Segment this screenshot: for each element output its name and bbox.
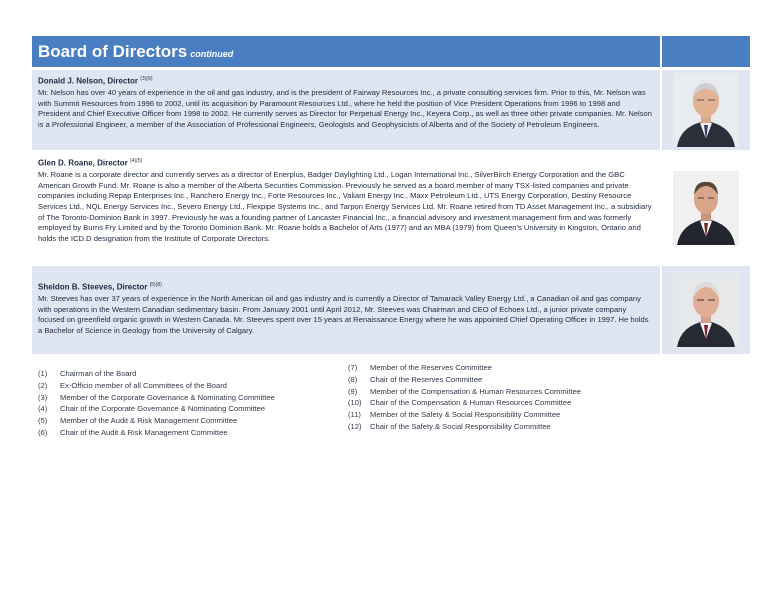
director-bio-cell	[32, 152, 662, 264]
footnote-item: (5) Member of the Audit & Risk Management Committee	[38, 416, 238, 426]
section-header	[32, 36, 750, 68]
director-name: Glen D. Roane, Director $^{(4)(5)}$	[38, 158, 143, 168]
director-bio: Mr. Steeves has over 37 years of experience in the North American oil and gas industry and is currently a Director of Tamarack Valley Energy Ltd., a Canadian oil and gas company with operations in the Western Canadian sedimentary basin. From January 2001 until April 2012, Mr. Steeves was Chairman and CEO of Echoex Ltd., a junior private company focused on greenfield organic growth in Western Canada. Mr. Steeves spent over 15 years at Renaissance Energy where he was appointed Chief Operating Officer in 1997. He holds a Bachelor of Science in Geology from the University of Calgary.	[38, 294, 649, 336]
footnote-item: (2) Ex-Officio member of all Committees of the Board	[38, 380, 227, 390]
page-title	[32, 36, 662, 67]
header-photo-column	[662, 36, 750, 67]
footnote-item: (1) Chairman of the Board	[38, 369, 137, 378]
director-bio: Mr. Roane is a corporate director and currently serves as a director of Enerplus, Badger Daylighting Ltd., Logan International Inc., SilverBirch Energy Corporation and the GBC American Growth Fund. Mr. Roane is also a member of the Alberta Securities Commission. Previously he served as a board member of many TSX-listed companies and private companies including Repap Enterprises Inc., Ranchero Energy Inc., Forte Resources Inc., Valiant Energy Inc., Maxx Petroleum Ltd., UTS Energy Corporation, Destiny Resource Services Ltd., NQL Energy Services Inc., Severo Energy Ltd., Flexpipe Systems Inc., and Tarpon Energy Services Ltd. Mr. Roane retired from TD Asset Management Inc., a subsidiary of The Toronto-Dominion Bank in 1997. Previously he was a founding partner of Lancaster Financial Inc., a financial advisory and investment management firm and was formerly employed by Burns Fry Limited and by the Toronto Dominion Bank. Mr. Roane holds a Bachelor of Arts (1977) and an MBA (1979) from Queen's University in Kingston, Ontario and holds the ICD.D designation from the Institute of Corporate Directors.	[38, 170, 652, 243]
footnote-item: (10) Chair of the Compensation & Human Resources Committee	[348, 398, 572, 408]
director-row	[32, 152, 750, 264]
director-name: Sheldon B. Steeves, Director $^{(5)(8)}$	[38, 282, 162, 292]
director-name: Donald J. Nelson, Director $^{(3)(9)}$	[38, 76, 153, 86]
director-portrait-photo	[673, 171, 739, 245]
board-page	[32, 36, 750, 354]
footnote-item: (12) Chair of the Safety & Social Responsibility Committee	[348, 421, 551, 431]
footnote-item: (8) Chair of the Reserves Committee	[348, 374, 483, 384]
director-bio: Mr. Nelson has over 40 years of experience in the oil and gas industry, and is the president of Fairway Resources Inc., a private consulting services firm. Prior to this, Mr. Nelson was with Summit Resources from 1996 to 2002, until its acquisition by Paramount Resources Ltd., where he held the position of Vice President Operations from 1996 to 1998 and President and Chief Executive Officer from 1998 to 2002. He currently serves as Director for Perpetual Energy Inc., Keyera Corp., as well as three other private companies. Mr. Nelson is a Professional Engineer, a member of the Association of Professional Engineers, Geologists and Geophysicists of Alberta and of the Society of Petroleum Engineers.	[38, 88, 652, 130]
footnote-item: (9) Member of the Compensation & Human Resources Committee	[348, 386, 582, 396]
footnote-item: (3) Member of the Corporate Governance & Nominating Committee	[38, 392, 275, 402]
director-bio-cell	[32, 70, 662, 150]
footnotes-right-column	[348, 362, 658, 439]
footnote-item: (4) Chair of the Corporate Governance & Nominating Committee	[38, 404, 266, 414]
continued-label: continued	[190, 49, 234, 59]
director-photo-cell	[662, 152, 750, 264]
director-photo-cell	[662, 266, 750, 354]
director-bio-cell	[32, 266, 662, 354]
director-portrait-photo	[673, 73, 739, 147]
director-photo-cell	[662, 70, 750, 150]
director-note-ref: (5)(8)	[149, 282, 162, 288]
page-title-text: Board of Directors	[38, 42, 188, 61]
committee-footnotes	[38, 363, 738, 439]
director-portrait-photo	[673, 273, 739, 347]
director-row	[32, 266, 750, 354]
footnote-item: (7) Member of the Reserves Committee	[348, 363, 492, 372]
footnotes-left-column	[38, 368, 348, 439]
director-note-ref: (3)(9)	[140, 76, 153, 82]
footnote-item: (6) Chair of the Audit & Risk Management Committee	[38, 427, 228, 437]
footnote-item: (11) Member of the Safety & Social Responsibility Committee	[348, 410, 561, 420]
director-row	[32, 70, 750, 150]
director-note-ref: (4)(5)	[130, 158, 143, 164]
